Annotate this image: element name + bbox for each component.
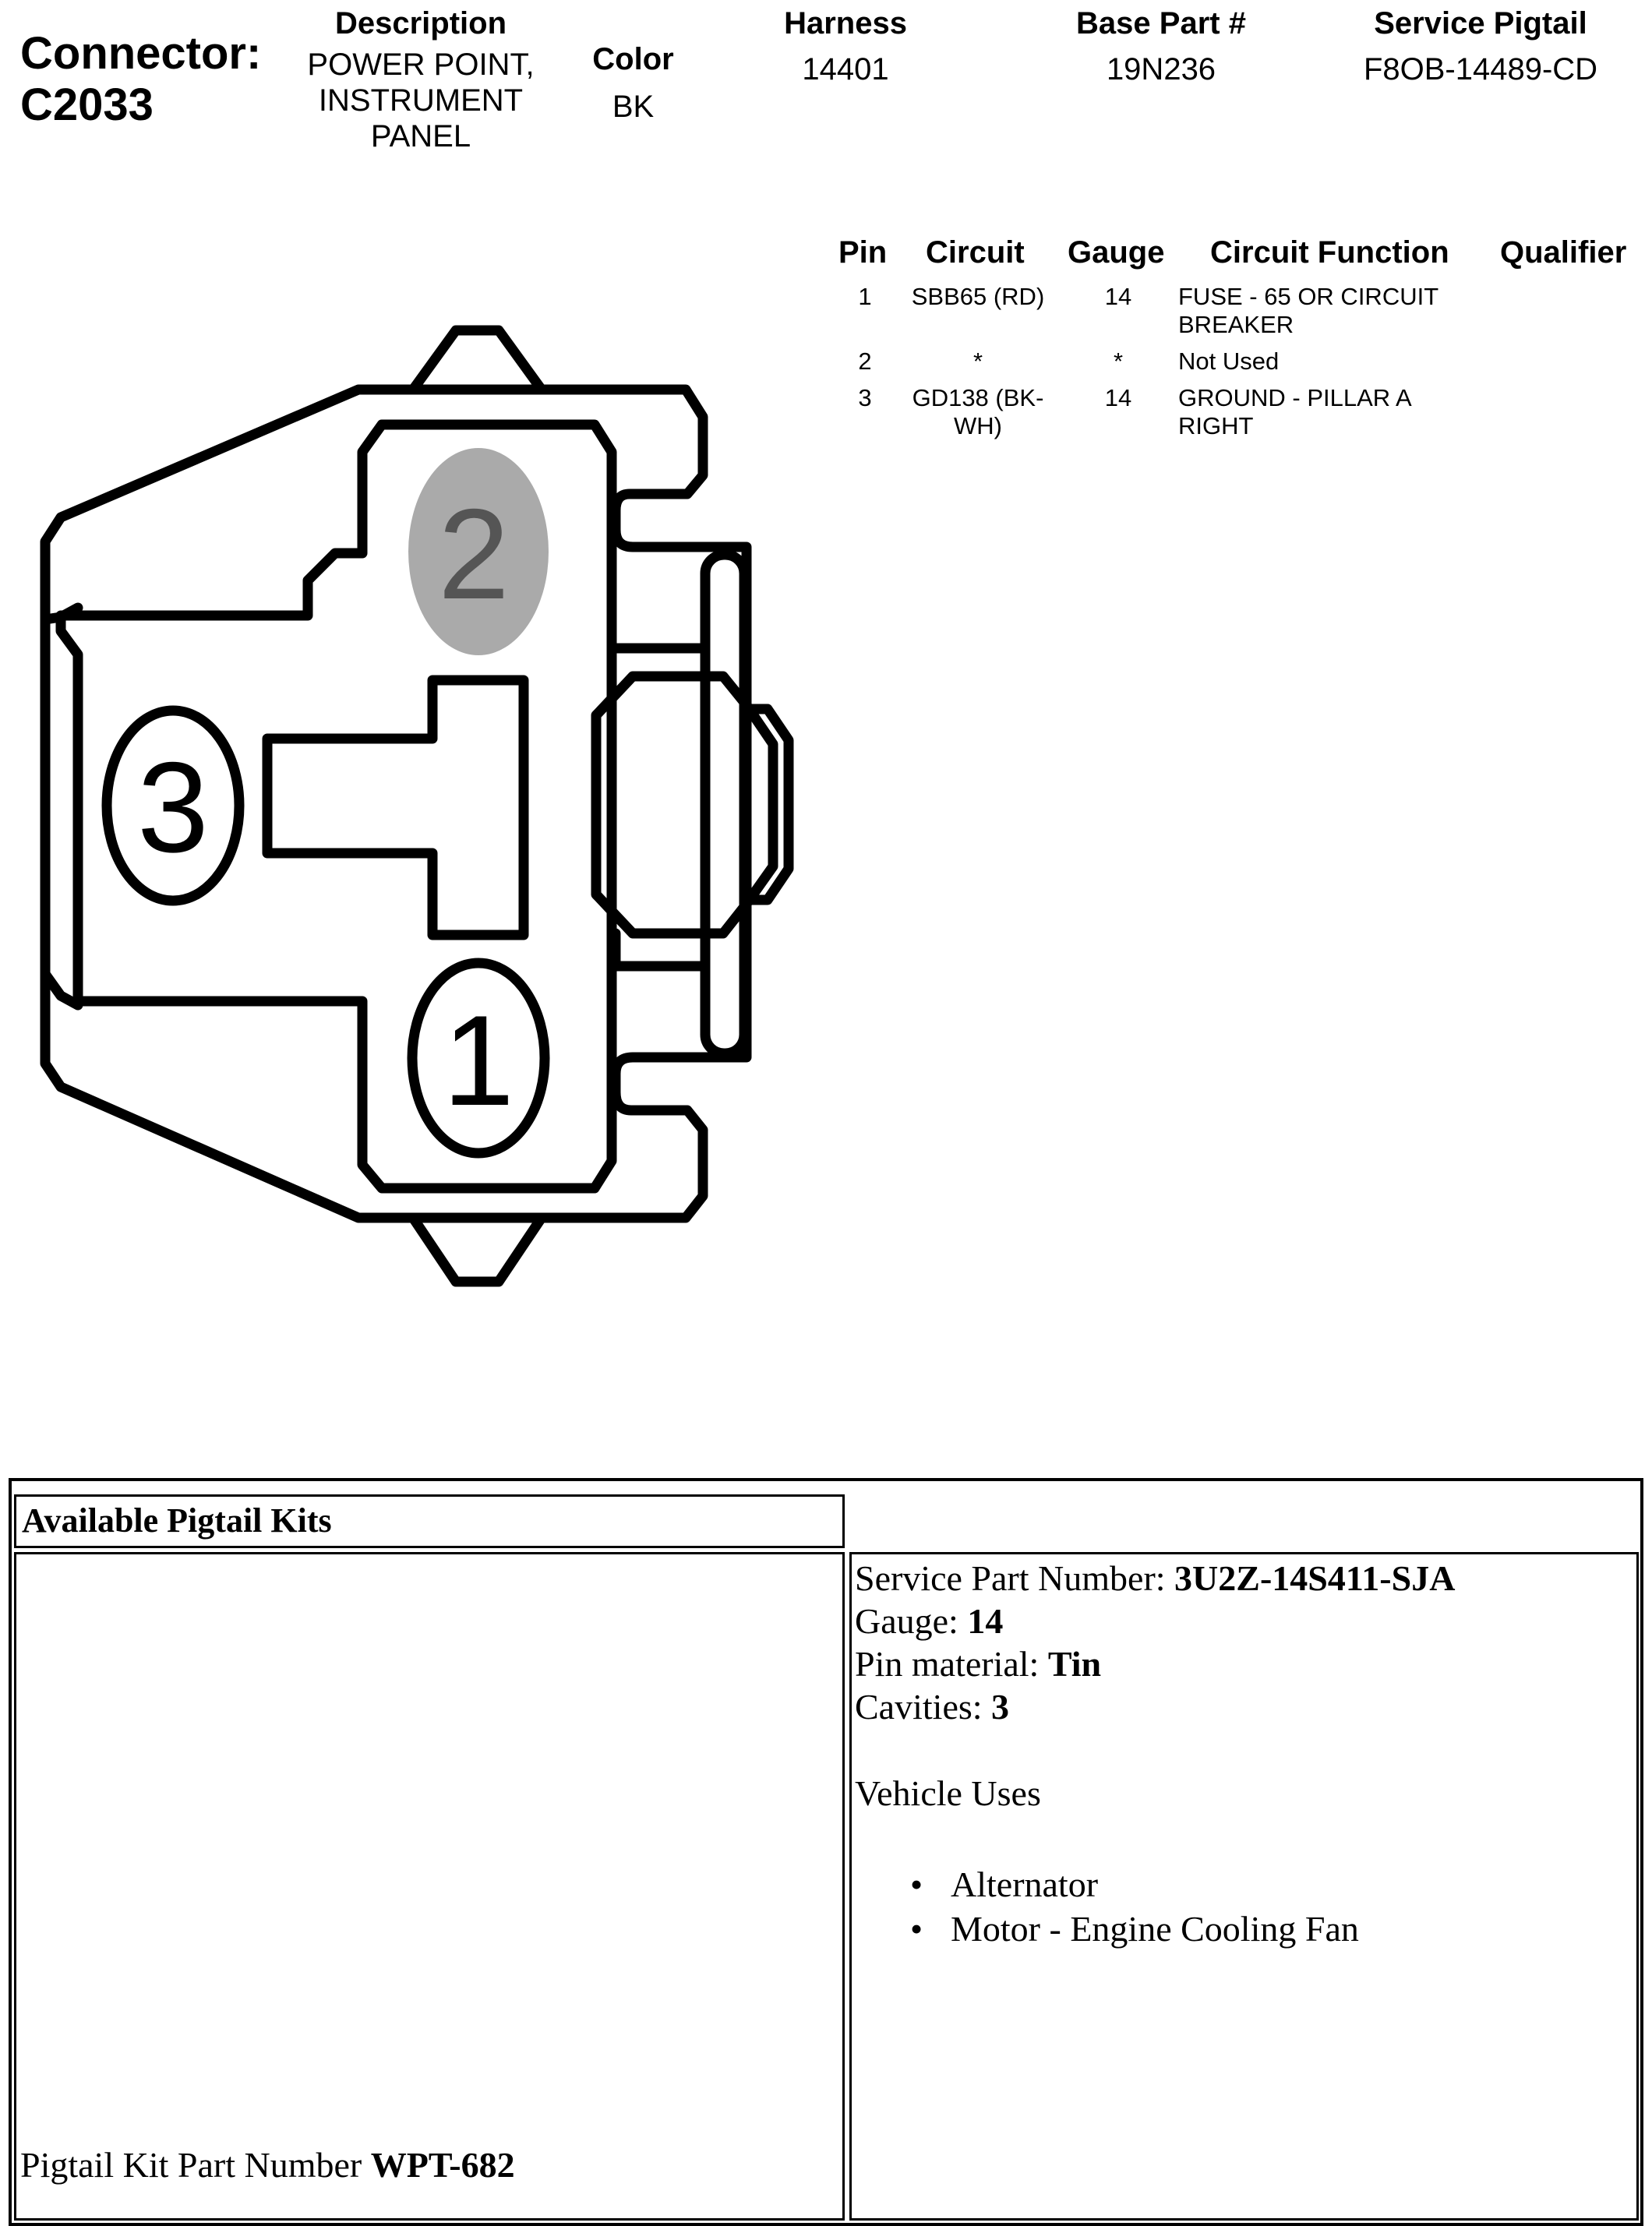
function-line: Not Used <box>1178 347 1280 375</box>
pin-number: 1 <box>858 283 872 310</box>
description-line: INSTRUMENT <box>318 83 524 118</box>
gauge-cell: 14 <box>1104 384 1132 411</box>
description-line: PANEL <box>370 119 471 153</box>
pigtail-specs <box>855 1557 1455 1728</box>
circuit-cell <box>888 347 1068 376</box>
description-value <box>277 47 565 154</box>
right-latch <box>596 676 747 933</box>
circuit-line: GD138 (BK- <box>912 384 1044 411</box>
circuit-cell <box>888 283 1068 311</box>
bullet-icon: • <box>910 1909 923 1949</box>
circuit-line: * <box>972 347 983 375</box>
circuit-line: SBB65 (RD) <box>911 283 1045 310</box>
pin-material-label: Pin material: <box>855 1644 1040 1684</box>
description-label: Description <box>334 6 507 41</box>
bullet-icon: • <box>910 1864 923 1904</box>
function-cell <box>1178 384 1490 440</box>
circuit-cell <box>888 384 1068 440</box>
pigtail-kit-number <box>20 2144 515 2185</box>
pigtail-image-cell <box>14 1552 845 2221</box>
color-value: BK <box>612 90 655 124</box>
base-part-value: 19N236 <box>1106 52 1216 86</box>
bottom-latch-tab <box>413 1218 542 1282</box>
gauge-cell: * <box>1113 347 1124 375</box>
harness-label: Harness <box>784 6 907 41</box>
function-line: GROUND - PILLAR A <box>1178 384 1412 411</box>
function-line: FUSE - 65 OR CIRCUIT <box>1178 283 1439 310</box>
service-pigtail-value: F8OB-14489-CD <box>1363 52 1598 86</box>
description-line: POWER POINT, <box>307 48 535 82</box>
qualifier-header: Qualifier <box>1500 235 1627 270</box>
list-item <box>910 1907 1359 1951</box>
cavity-2-label: 2 <box>438 482 510 626</box>
circuit-header: Circuit <box>926 235 1025 270</box>
circuit-line: WH) <box>954 412 1002 439</box>
service-part-value: 3U2Z-14S411-SJA <box>1174 1558 1456 1598</box>
connector-label: Connector: <box>20 28 262 79</box>
pin-material-row <box>855 1642 1455 1685</box>
pin-number: 2 <box>858 347 872 375</box>
kit-number-value: WPT-682 <box>370 2145 515 2185</box>
gauge-header: Gauge <box>1068 235 1165 270</box>
right-latch-bar <box>705 555 744 1053</box>
lower-latch-guide <box>616 648 705 966</box>
color-label: Color <box>592 42 674 76</box>
top-latch-tab <box>413 330 542 390</box>
base-part-label: Base Part # <box>1076 6 1246 41</box>
vehicle-use: Motor - Engine Cooling Fan <box>951 1909 1359 1949</box>
gauge-row <box>855 1600 1455 1642</box>
gauge-label: Gauge: <box>855 1601 958 1641</box>
polarization-key <box>267 680 524 935</box>
vehicle-uses-list <box>910 1862 1359 1951</box>
cavities-label: Cavities: <box>855 1687 983 1727</box>
connector-face-diagram <box>23 312 803 1301</box>
gauge-value: 14 <box>967 1601 1004 1641</box>
connector-id: C2033 <box>20 79 154 130</box>
pin-material-value: Tin <box>1047 1644 1102 1684</box>
cavities-value: 3 <box>991 1687 1010 1727</box>
service-part-label: Service Part Number: <box>855 1558 1166 1598</box>
pin-header: Pin <box>838 235 888 270</box>
cavity-1-label: 1 <box>443 989 514 1132</box>
vehicle-uses-label: Vehicle Uses <box>855 1773 1041 1813</box>
service-part-row <box>855 1557 1455 1600</box>
service-pigtail-label: Service Pigtail <box>1374 6 1587 41</box>
pin-number: 3 <box>858 384 872 411</box>
list-item <box>910 1862 1359 1907</box>
kit-number-label: Pigtail Kit Part Number <box>20 2145 362 2185</box>
function-cell <box>1178 283 1490 339</box>
gauge-cell: 14 <box>1104 283 1132 310</box>
cavities-row <box>855 1685 1455 1728</box>
function-line: BREAKER <box>1178 311 1294 338</box>
connector-title <box>20 28 261 131</box>
pigtail-heading: Available Pigtail Kits <box>22 1501 332 1540</box>
cavity-3-label: 3 <box>137 736 209 879</box>
function-line: RIGHT <box>1178 412 1254 439</box>
vehicle-use: Alternator <box>951 1864 1099 1904</box>
harness-value: 14401 <box>802 52 889 86</box>
function-cell <box>1178 347 1490 376</box>
function-header: Circuit Function <box>1210 235 1449 270</box>
